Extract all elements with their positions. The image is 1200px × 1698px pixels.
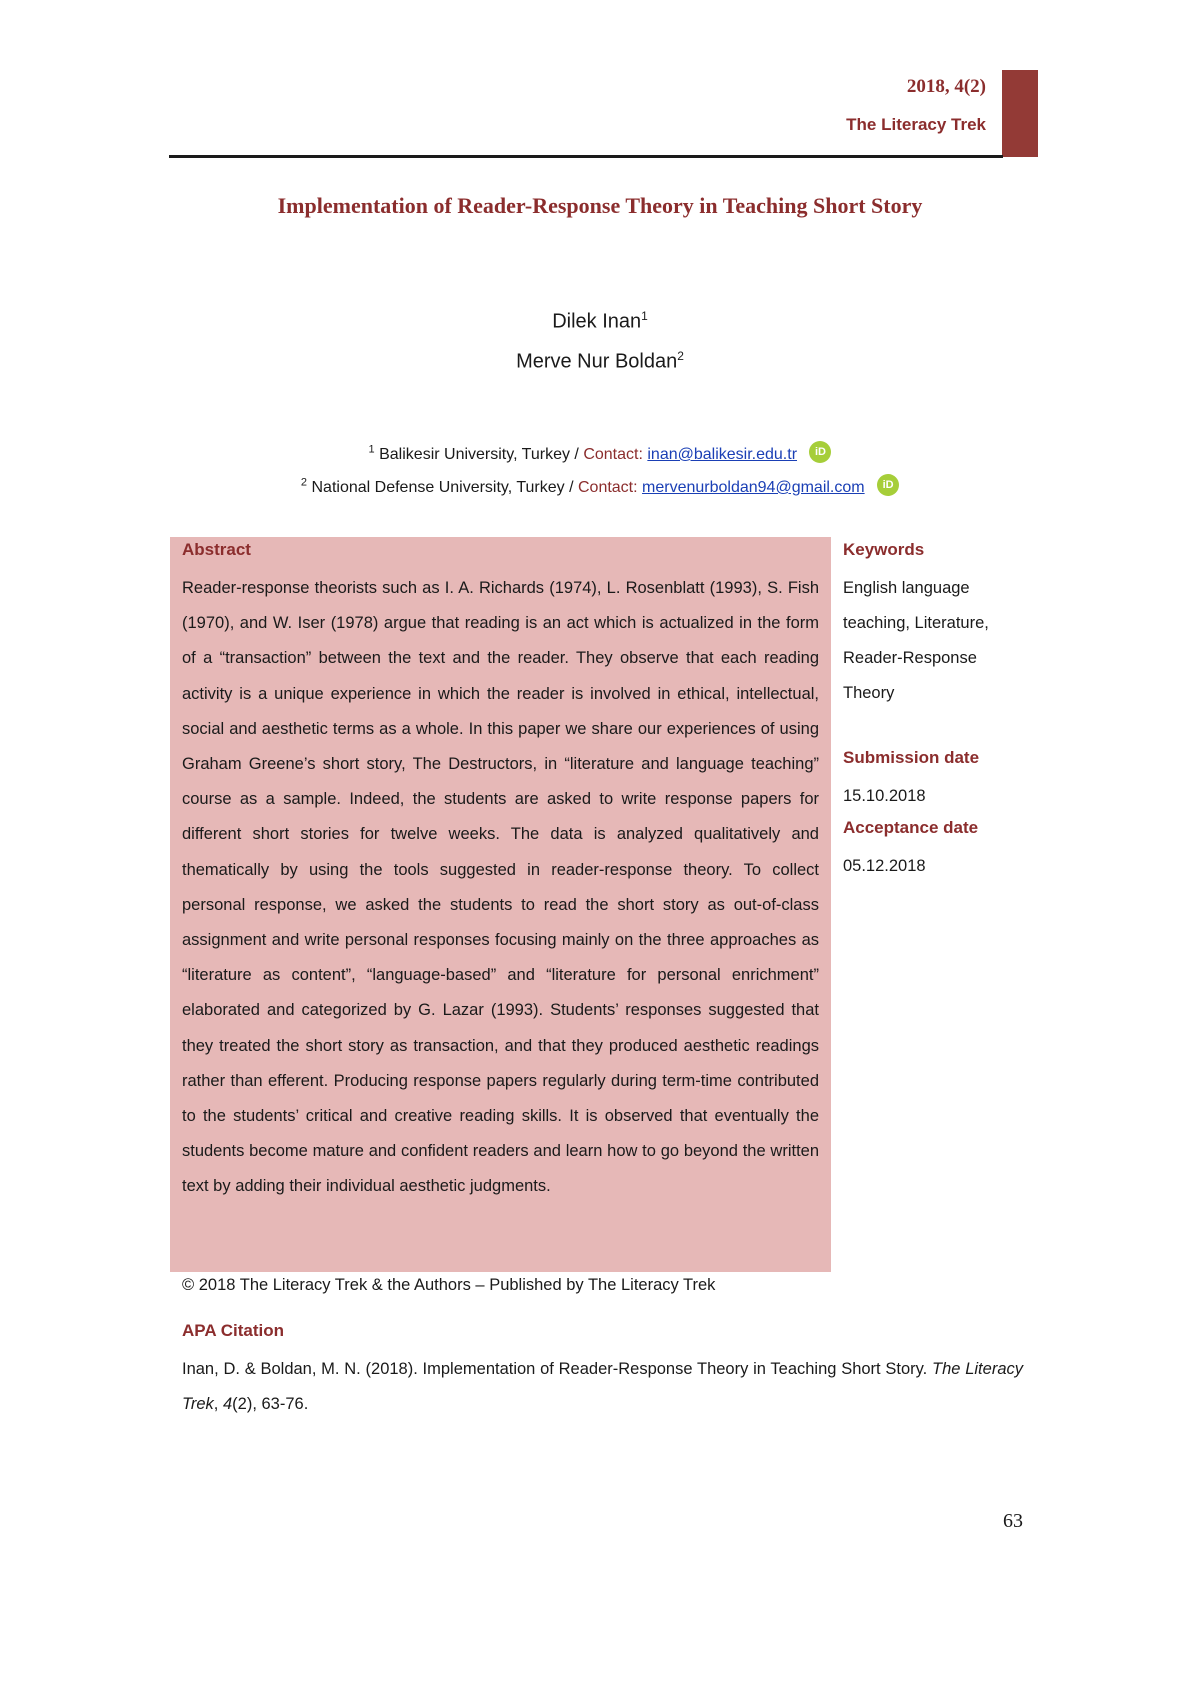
header-issue: 2018, 4(2) <box>906 76 986 97</box>
author-2 <box>0 349 1200 374</box>
author-1 <box>0 309 1200 334</box>
affiliation-institution: Balikesir University, Turkey / <box>379 446 579 463</box>
abstract-text: Reader-response theorists such as I. A. Richards (1974), L. Rosenblatt (1993), S. Fish (1970), and W. Iser (1978) argue that reading is an act which is actualized in the form of a “transaction” between the text and the reader. They observe that each reading activity is a unique experience in which the reader is involved in ethical, intellectual, social and aesthetic terms as a whole. In this paper we share our experiences of using Graham Greene’s short story, The Destructors, in “literature and language teaching” course as a sample. Indeed, the students are asked to write response papers for different short stories for twelve weeks. The data is analyzed qualitatively and thematically by using the tools suggested in reader-response theory. To collect personal response, we asked the students to read the short story as out-of-class assignment and write personal responses focusing mainly on the three approaches as “literature as content”, “language-based” and “literature for personal enrichment” elaborated and categorized by G. Lazar (1993). Students’ responses suggested that they treated the short story as transaction, and that they produced aesthetic readings rather than efferent. Producing response papers regularly during term-time contributed to the students’ critical and creative reading skills. It is observed that eventually the students become mature and confident readers and learn how to go beyond the written text by adding their individual aesthetic judgments. <box>182 579 819 1196</box>
contact-label: Contact: <box>583 446 643 463</box>
affiliation-sup: 2 <box>300 476 308 489</box>
author-sup: 2 <box>677 349 684 363</box>
apa-citation <box>182 1352 1023 1422</box>
author-sup: 1 <box>641 309 648 323</box>
orcid-icon[interactable]: iD <box>809 441 831 463</box>
author-name: Dilek Inan <box>552 310 642 333</box>
copyright-line: © 2018 The Literacy Trek & the Authors – Published by The Literacy Trek <box>182 1276 716 1294</box>
paper-title: Implementation of Reader-Response Theory in Teaching Short Story <box>277 193 923 218</box>
page-number: 63 <box>1003 1510 1023 1532</box>
email-link[interactable]: mervenurboldan94@gmail.com <box>642 479 865 496</box>
apa-comma: , <box>213 1395 219 1413</box>
keywords-heading: Keywords <box>843 540 925 559</box>
author-name: Merve Nur Boldan <box>516 350 678 373</box>
apa-heading: APA Citation <box>182 1321 284 1340</box>
apa-volume: 4 <box>222 1395 233 1413</box>
apa-text-before: Inan, D. & Boldan, M. N. (2018). Implementation of Reader-Response Theory in Teaching Short Story. <box>182 1360 928 1378</box>
keywords-text: English language teaching, Literature, Reader-Response Theory <box>843 579 989 702</box>
header-rule <box>169 155 1003 158</box>
acceptance-heading: Acceptance date <box>843 818 979 837</box>
affiliation-1 <box>0 441 1200 464</box>
affiliation-2 <box>0 474 1200 497</box>
email-link[interactable]: inan@balikesir.edu.tr <box>647 446 798 463</box>
apa-journal: The Literacy Trek <box>182 1360 1023 1413</box>
submission-heading: Submission date <box>843 748 980 767</box>
contact-label: Contact: <box>577 479 638 496</box>
affiliation-sup: 1 <box>368 443 375 456</box>
header-accent-tab <box>1002 70 1038 157</box>
affiliation-institution: National Defense University, Turkey / <box>311 479 574 496</box>
header-journal-name: The Literacy Trek <box>846 115 986 134</box>
submission-date: 15.10.2018 <box>843 787 926 805</box>
abstract-heading: Abstract <box>182 540 251 559</box>
acceptance-date: 05.12.2018 <box>843 857 926 875</box>
apa-text-after: (2), 63-76. <box>232 1395 309 1413</box>
orcid-icon[interactable]: iD <box>877 474 899 496</box>
